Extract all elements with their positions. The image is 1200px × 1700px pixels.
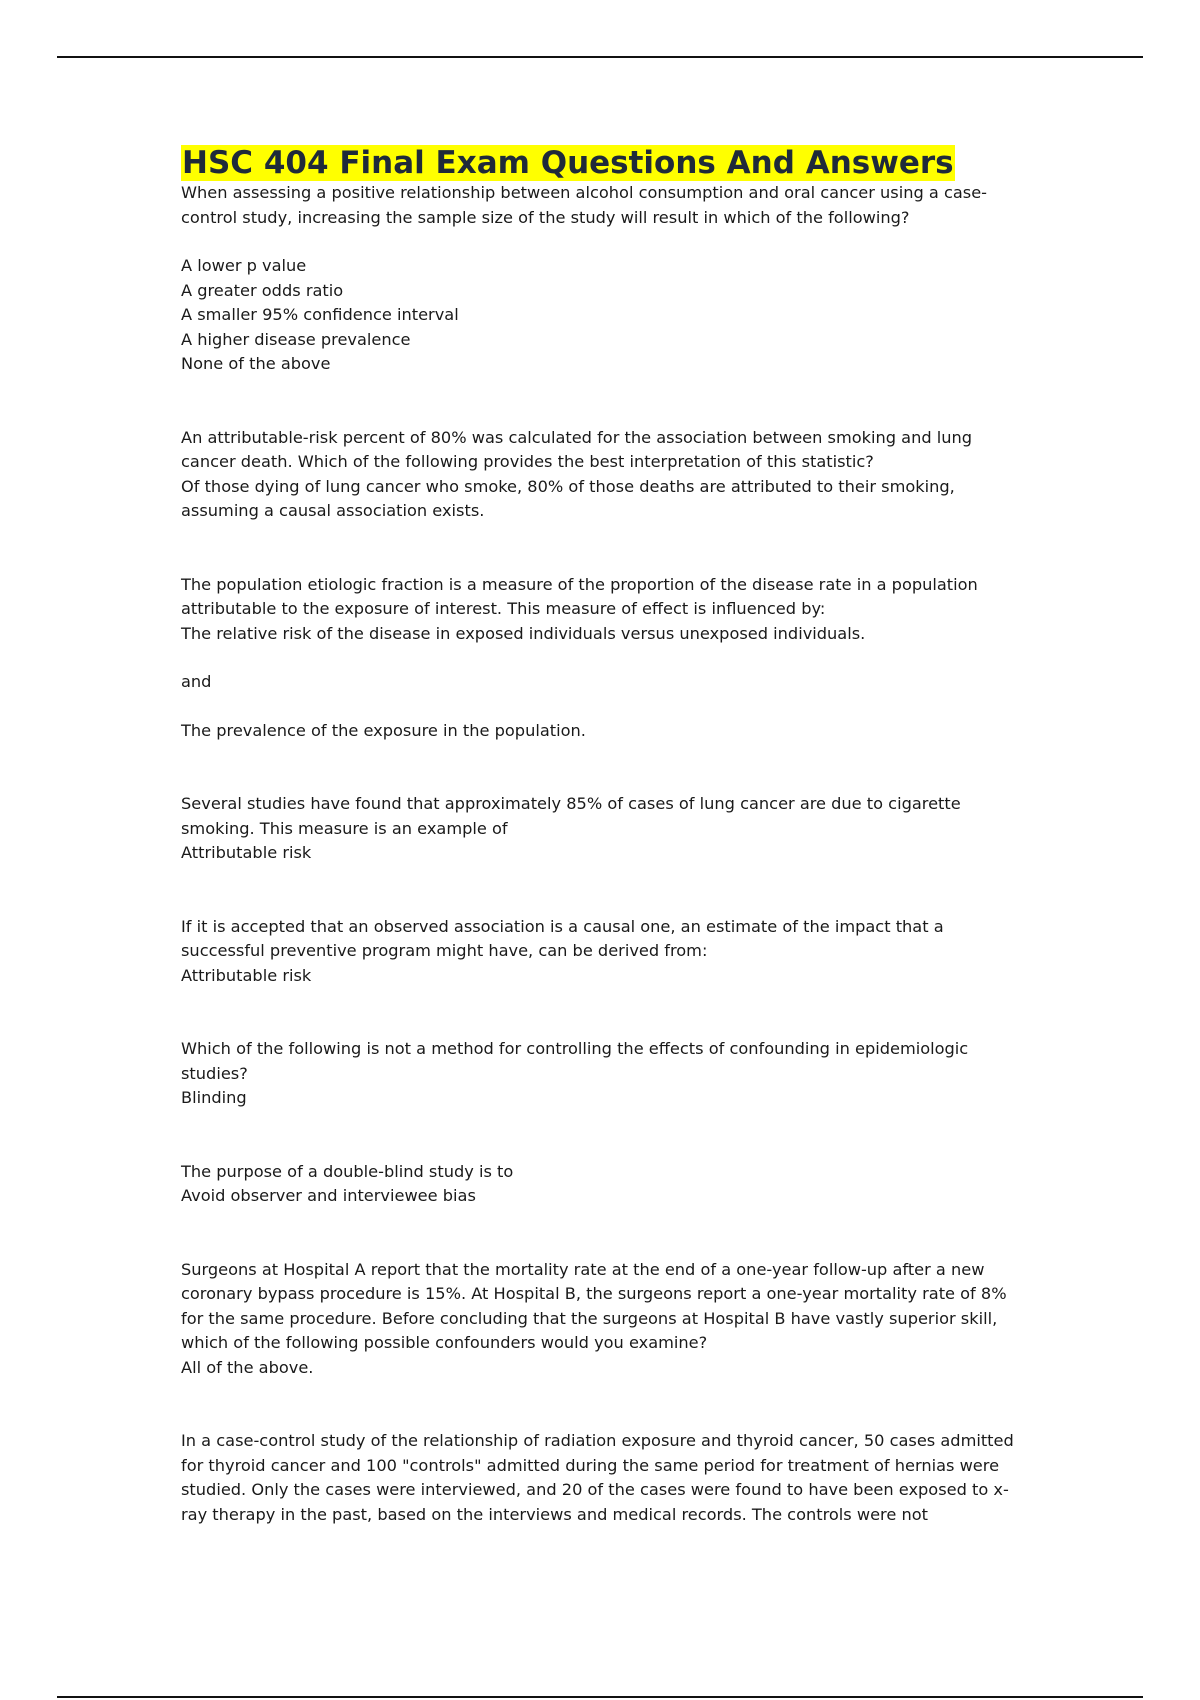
answer-option: A smaller 95% confidence interval xyxy=(181,305,459,324)
question-text: smoking. This measure is an example of xyxy=(181,818,508,838)
page-title: HSC 404 Final Exam Questions And Answers xyxy=(182,145,954,181)
question-text: When assessing a positive relationship between alcohol consumption and oral cancer using a case- xyxy=(181,183,987,202)
question-5 xyxy=(181,915,1026,989)
question-text: successful preventive program might have, can be derived from: xyxy=(181,941,708,960)
question-text: Several studies have found that approximately 85% of cases of lung cancer are due to cigarette xyxy=(181,794,961,813)
question-7 xyxy=(181,1160,1026,1209)
answer-option: None of the above xyxy=(181,354,331,373)
question-8 xyxy=(181,1258,1026,1381)
question-text: coronary bypass procedure is 15%. At Hospital B, the surgeons report a one-year mortality rate of 8% xyxy=(181,1284,1007,1303)
answer-text: assuming a causal association exists. xyxy=(181,501,485,520)
answer-text: The relative risk of the disease in exposed individuals versus unexposed individuals. xyxy=(181,623,866,643)
document-body xyxy=(181,145,1026,1527)
question-9 xyxy=(181,1429,1026,1527)
question-6 xyxy=(181,1037,1026,1111)
answer-text: Avoid observer and interviewee bias xyxy=(181,1186,476,1205)
answer-text: Of those dying of lung cancer who smoke, 80% of those deaths are attributed to their smoking, xyxy=(181,476,955,496)
question-3 xyxy=(181,573,1026,744)
page-top-rule xyxy=(57,56,1143,58)
question-text: In a case-control study of the relationship of radiation exposure and thyroid cancer, 50 cases admitted xyxy=(181,1431,1014,1450)
answer-text: Blinding xyxy=(181,1088,247,1107)
question-text: studies? xyxy=(181,1063,248,1083)
question-text: studied. Only the cases were interviewed, and 20 of the cases were found to have been exposed to x- xyxy=(181,1480,1009,1499)
answer-text: and xyxy=(181,672,212,691)
question-1 xyxy=(181,181,1026,377)
answer-option: A lower p value xyxy=(181,256,307,275)
question-text: for the same procedure. Before concluding that the surgeons at Hospital B have vastly superior skill, xyxy=(181,1308,998,1328)
answer-text: Attributable risk xyxy=(181,965,312,985)
question-4 xyxy=(181,792,1026,866)
question-text: ray therapy in the past, based on the interviews and medical records. The controls were not xyxy=(181,1504,928,1524)
question-text: An attributable-risk percent of 80% was calculated for the association between smoking and lung xyxy=(181,427,973,447)
question-text: Surgeons at Hospital A report that the mortality rate at the end of a one-year follow-up after a new xyxy=(181,1259,985,1279)
question-text: which of the following possible confounders would you examine? xyxy=(181,1333,708,1352)
page-bottom-rule xyxy=(57,1696,1143,1698)
answer-text: Attributable risk xyxy=(181,843,312,862)
answer-option: A higher disease prevalence xyxy=(181,329,411,349)
question-2 xyxy=(181,426,1026,524)
question-text: The purpose of a double-blind study is to xyxy=(181,1161,514,1181)
question-text: cancer death. Which of the following provides the best interpretation of this statistic? xyxy=(181,452,874,471)
question-text: If it is accepted that an observed association is a causal one, an estimate of the impact that a xyxy=(181,916,944,936)
question-text: for thyroid cancer and 100 "controls" admitted during the same period for treatment of hernias were xyxy=(181,1455,1000,1475)
question-text: The population etiologic fraction is a measure of the proportion of the disease rate in a population xyxy=(181,574,978,594)
answer-text: The prevalence of the exposure in the population. xyxy=(181,720,586,740)
question-text: attributable to the exposure of interest. This measure of effect is influenced by: xyxy=(181,599,826,618)
answer-option: A greater odds ratio xyxy=(181,280,344,300)
answer-text: All of the above. xyxy=(181,1357,314,1377)
question-text: control study, increasing the sample size of the study will result in which of the following? xyxy=(181,207,910,227)
question-text: Which of the following is not a method for controlling the effects of confounding in epidemiologic xyxy=(181,1039,969,1058)
